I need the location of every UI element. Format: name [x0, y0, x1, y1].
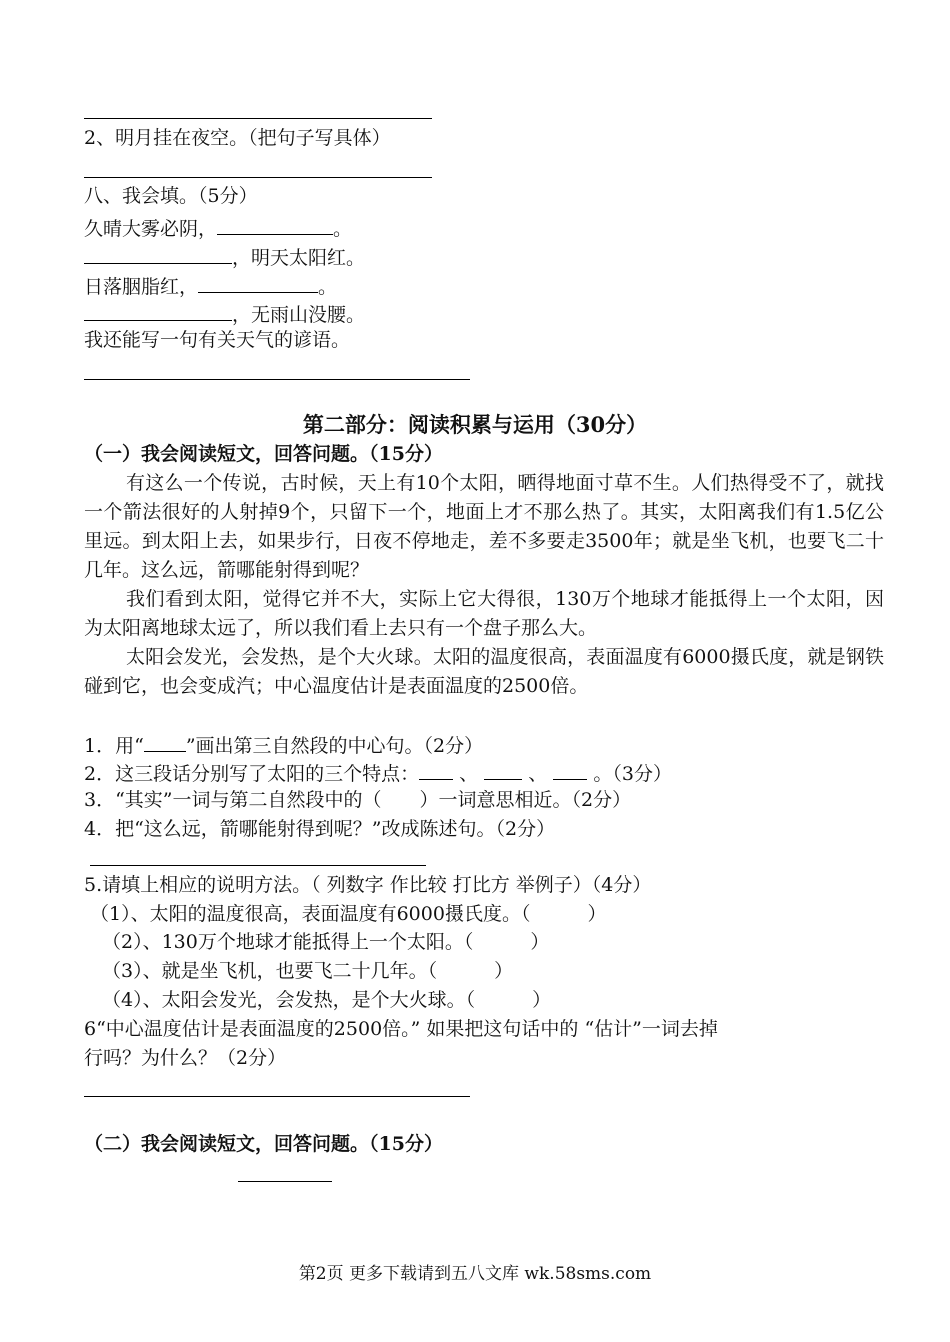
question-6-line-1: 6“中心温度估计是表面温度的2500倍。” 如果把这句话中的 “估计”一词去掉	[84, 1018, 718, 1040]
question-item-2: 2、明月挂在夜空。（把句子写具体）	[84, 127, 391, 149]
proverb-line-2	[84, 241, 365, 273]
fill-blank[interactable]	[198, 270, 318, 293]
part-2-title: 第二部分：阅读积累与运用（30分）	[302, 412, 648, 437]
question-text: 2．这三段话分别写了太阳的三个特点：	[84, 763, 420, 785]
reading-1-paragraph-1: 有这么一个传说，古时候，天上有10个太阳，晒得地面寸草不生。人们热得受不了，就找一个箭法很好的人射掉9个，只留下一个，地面上才不那么热了。其实，太阳离我们有1.5亿公里远。到太阳上去，如果步行，日夜不停地走，差不多要走3500年；就是坐飞机，也要飞二十几年。这么远，箭哪能射得到呢？	[84, 472, 884, 581]
question-5-item-1: （1）、太阳的温度很高，表面温度有6000摄氏度。（ ）	[90, 903, 607, 925]
reading-1-heading: （一）我会阅读短文，回答问题。（15分）	[84, 443, 443, 465]
question-3: 3．“其实”一词与第二自然段中的（ ）一词意思相近。（2分）	[84, 789, 632, 811]
answer-line	[84, 177, 432, 178]
question-5: 5.请填上相应的说明方法。（ 列数字 作比较 打比方 举例子）（4分）	[84, 874, 652, 896]
question-text: 。（3分）	[593, 763, 672, 785]
answer-line	[84, 1096, 470, 1097]
proverb-text: ，无雨山没腰。	[232, 304, 366, 326]
proverb-text: 久晴大雾必阴，	[84, 218, 218, 240]
question-text: 1．用“	[84, 735, 144, 757]
fill-blank[interactable]	[484, 757, 522, 780]
fill-blank[interactable]	[217, 212, 333, 235]
answer-line	[84, 379, 470, 380]
page-footer: 第2页 更多下载请到五八文库 wk.58sms.com	[298, 1264, 652, 1284]
separator: 、	[459, 763, 479, 785]
question-5-item-3: （3）、就是坐飞机，也要飞二十几年。（ ）	[102, 960, 514, 982]
title-underline	[238, 1181, 332, 1182]
fill-blank[interactable]	[84, 298, 232, 321]
reading-2-heading: （二）我会阅读短文，回答问题。（15分）	[84, 1133, 443, 1155]
question-text: ”画出第三自然段的中心句。（2分）	[185, 735, 484, 757]
answer-line	[90, 865, 426, 866]
reading-1-paragraph-3: 太阳会发光，会发热，是个大火球。太阳的温度很高，表面温度有6000摄氏度，就是钢铁碰到它，也会变成汽；中心温度估计是表面温度的2500倍。	[84, 646, 884, 697]
question-4: 4．把“这么远，箭哪能射得到呢？”改成陈述句。（2分）	[84, 818, 556, 840]
question-5-item-4: （4）、太阳会发光，会发热，是个大火球。（ ）	[102, 989, 552, 1011]
proverb-text: 。	[333, 218, 353, 240]
answer-line	[84, 118, 432, 119]
fill-blank[interactable]	[553, 757, 587, 780]
reading-1-paragraph-2: 我们看到太阳，觉得它并不大，实际上它大得很，130万个地球才能抵得上一个太阳，因为太阳离地球太远了，所以我们看上去只有一个盘子那么大。	[84, 588, 884, 639]
proverb-line-5: 我还能写一句有关天气的谚语。	[84, 329, 351, 351]
question-5-item-2: （2）、130万个地球才能抵得上一个太阳。（ ）	[102, 931, 550, 953]
proverb-text: 日落胭脂红，	[84, 276, 199, 298]
question-2	[84, 757, 672, 789]
separator: 、	[528, 763, 548, 785]
section-8-heading: 八、我会填。（5分）	[84, 185, 258, 207]
fill-blank[interactable]	[419, 757, 453, 780]
proverb-line-1	[84, 212, 352, 244]
underline-sample	[144, 729, 186, 752]
fill-blank[interactable]	[84, 241, 232, 264]
question-6-line-2: 行吗？为什么？（2分）	[84, 1047, 287, 1069]
proverb-text: ，明天太阳红。	[232, 247, 366, 269]
proverb-text: 。	[318, 276, 338, 298]
